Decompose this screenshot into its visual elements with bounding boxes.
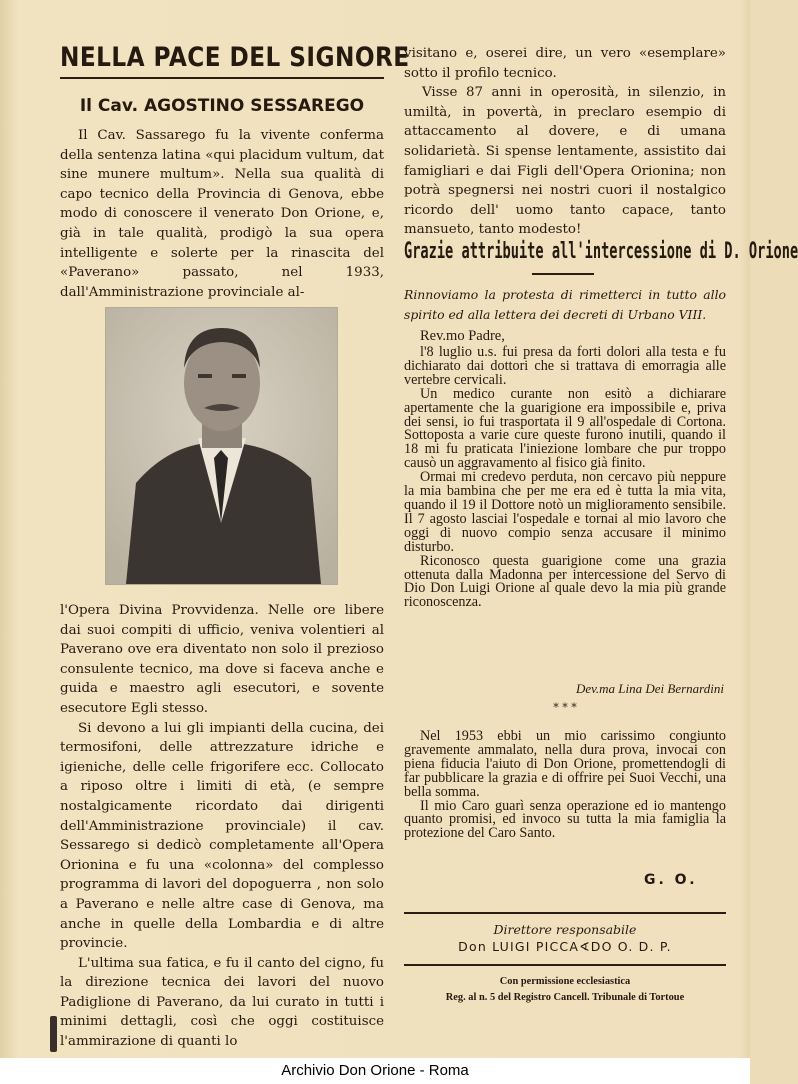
letter-paragraph: Un medico curante non esitò a dichiarare apertamente che la guarigione era impossibile e, priva dei sensi, io fui trasportata il 9 all'ospedale di Cortona. Sottoposta a varie cure queste furono inutili, quando il 18 mi fu praticata l'iniezione lombare che pur troppo causò un aggravamento al fisico già finito. bbox=[404, 385, 726, 472]
obituary-body bbox=[60, 601, 384, 1052]
letter-two bbox=[404, 730, 726, 841]
binding-mark bbox=[50, 1016, 57, 1052]
letter-one bbox=[404, 346, 726, 610]
section-title: NELLA PACE DEL SIGNORE bbox=[60, 42, 410, 73]
portrait-image bbox=[106, 308, 337, 584]
archive-caption: Archivio Don Orione - Roma bbox=[0, 1058, 750, 1084]
letter-paragraph: Il mio Caro guarì senza operazione ed io mantengo quanto promisi, ed invoco su tutta la mia famiglia la protezione del Caro Santo. bbox=[404, 797, 726, 842]
obituary-paragraph: l'Opera Divina Provvidenza. Nelle ore libere dai suoi compiti di ufficio, veniva volentieri al Paverano ove era diventato non solo il prezioso consulente tecnico, ma dove si faceva anche e guida e maestro agli esecutori, e sovente esecutore Egli stesso. bbox=[60, 603, 384, 716]
obituary-heading bbox=[60, 96, 384, 116]
graces-intro: Rinnoviamo la protesta di rimetterci in tutto allo spirito ed alla lettera dei decreti di Urbano VIII. bbox=[404, 287, 726, 322]
colophon-rule-top bbox=[404, 912, 726, 914]
obituary-intro bbox=[60, 126, 384, 302]
obituary-paragraph: Visse 87 anni in operosità, in silenzio, in umiltà, in povertà, in preclaro esempio di attaccamento al dovere, e di umana solidarietà. Si spense lentamente, assistito dai famigliari e dai Figli dell'Opera Orionina; non potrà spegnersi nei nostri cuori il nostalgico ricordo dell' uomo tanto capace, tanto mansueto, tanto modesto! bbox=[404, 85, 726, 238]
portrait-photo bbox=[105, 307, 338, 585]
section-separator: * * * bbox=[553, 701, 577, 714]
graces-title-rule bbox=[532, 273, 594, 275]
obituary-paragraph: Si devono a lui gli impianti della cucina, dei termosifoni, delle attrezzature idriche e igieniche, delle celle frigorifere ecc. Collocato a riposo oltre i limiti di età, (e sempre nostalgicamente ricordato dai dirigenti dell'Amministrazione provinciale) il cav. Sessarego si dedicò completamente all'Opera Orionina e fu una «colonna» del complesso programma di lavori del dopoguerra , non solo a Paverano e nelle altre case di Genova, ma anche in quelle della Lombardia e di altre provincie. bbox=[60, 720, 384, 952]
director-label: Direttore responsabile bbox=[493, 922, 637, 937]
director-name: Don LUIGI PICCA∢DO O. D. P. bbox=[458, 939, 672, 954]
letter-two-signature: G. O. bbox=[644, 872, 698, 888]
obituary-paragraph: Il Cav. Sassarego fu la vivente conferma della sentenza latina «qui placidum vultum, dat sine munere multum». Nella sua qualità di capo tecnico della Provincia di Genova, ebbe modo di conoscere il venerato Don Orione, e, già in tale qualità, prodigò la sua opera intelligente e solerte per la rinascita del «Paverano» passato, nel 1933, dall'Amministrazione provinciale al- bbox=[60, 128, 384, 300]
registration-note: Reg. al n. 5 del Registro Cancell. Tribunale di Tortoue bbox=[445, 992, 685, 1003]
title-underline bbox=[60, 77, 384, 79]
letter-paragraph: Nel 1953 ebbi un mio carissimo congiunto gravemente ammalato, nella dura prova, invocai con piena fiducia l'aiuto di Don Orione, promettendogli di far pubblicare la grazia e di offrire pei Suoi Vecchi, una bella somma. bbox=[404, 728, 726, 800]
ecclesiastical-permission: Con permissione ecclesiastica bbox=[499, 976, 631, 987]
letter-one-signature: Dev.ma Lina Dei Bernardini bbox=[575, 681, 724, 696]
letter-paragraph: l'8 luglio u.s. fui presa da forti dolori alla testa e fu dichiarato dai dottori che si trattava di emorragia alle vertebre cervicali. bbox=[404, 344, 726, 388]
obituary-paragraph: L'ultima sua fatica, e fu il canto del cigno, fu la direzione tecnica dei lavori del nuovo Padiglione di Paverano, da lui curato in tutti i minimi dettagli, così che oggi costituisce l'ammirazione di quanti lo bbox=[60, 955, 384, 1050]
heading-prefix: Il Cav. bbox=[79, 96, 139, 116]
letter-paragraph: Riconosco questa guarigione come una grazia ottenuta dalla Madonna per intercessione del Servo di Dio Don Luigi Orione al quale devo la mia più grande riconoscenza. bbox=[404, 552, 726, 611]
obituary-paragraph: visitano e, oserei dire, un vero «esemplare» sotto il profilo tecnico. bbox=[404, 46, 726, 81]
colophon-rule-bottom bbox=[404, 964, 726, 966]
letter-paragraph: Ormai mi credevo perduta, non cercavo più neppure la mia bambina che per me era ed è tutta la mia vita, quando il 19 il Dottore notò un miglioramento sensibile. Il 7 agosto lasciai l'ospedale e tornai al mio lavoro che oggi di nuovo compio senza accusare il minimo disturbo. bbox=[404, 469, 726, 555]
heading-name: AGOSTINO SESSAREGO bbox=[143, 96, 365, 116]
graces-title: Grazie attribuite all'intercessione di D. Orione bbox=[404, 239, 798, 264]
letter-salutation: Rev.mo Padre, bbox=[420, 328, 505, 344]
obituary-continued bbox=[404, 44, 726, 240]
